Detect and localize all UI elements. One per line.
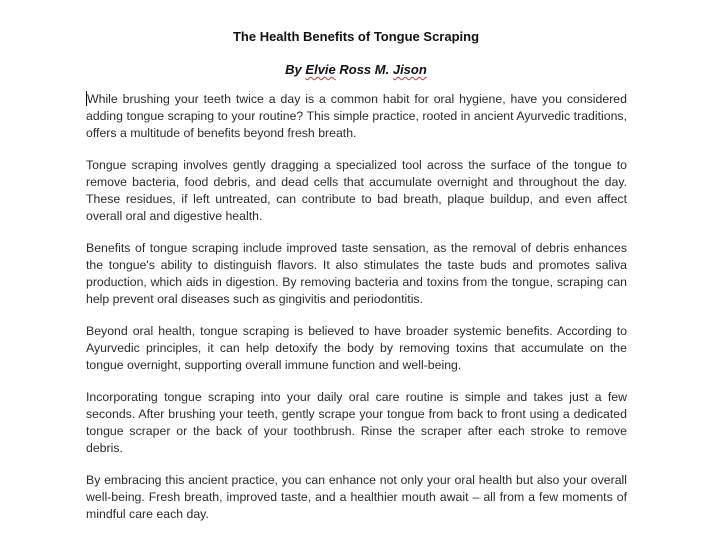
paragraph-text: While brushing your teeth twice a day is a common habit for oral hygiene, have you considered adding tongue scraping to your routine? This simple practice, rooted in ancient Ayurvedic traditions, offers a multitude of benefits beyond fresh breath. (86, 92, 627, 140)
paragraph-systemic-benefits[interactable]: Beyond oral health, tongue scraping is believed to have broader systemic benefits. According to Ayurvedic principles, it can help detoxify the body by removing toxins that accumulate on the tongue overnight, supporting overall immune function and well-being. (86, 324, 627, 372)
paragraph-benefits[interactable]: Benefits of tongue scraping include improved taste sensation, as the removal of debris enhances the tongue's ability to distinguish flavors. It also stimulates the taste buds and promotes saliva production, which aids in digestion. By removing bacteria and toxins from the tongue, scraping can help prevent oral diseases such as gingivitis and periodontitis. (86, 241, 627, 306)
author-middle-name: Ross M. (335, 62, 393, 77)
document-body[interactable] (86, 91, 627, 538)
document-title: The Health Benefits of Tongue Scraping (232, 29, 480, 44)
author-byline (0, 61, 712, 78)
paragraph-intro[interactable] (86, 91, 627, 142)
paragraph-routine[interactable]: Incorporating tongue scraping into your daily oral care routine is simple and takes just a few seconds. After brushing your teeth, gently scrape your tongue from back to front using a dedicated tongue scraper or the back of your toothbrush. Rinse the scraper after each stroke to remove debris. (86, 390, 627, 455)
byline-prefix: By (285, 62, 306, 77)
paragraph-what-is-scraping[interactable]: Tongue scraping involves gently dragging a specialized tool across the surface of the tongue to remove bacteria, food debris, and dead cells that accumulate overnight and throughout the day. These residues, if left untreated, can contribute to bad breath, plaque buildup, and even affect overall oral and digestive health. (86, 158, 627, 223)
author-last-name: Jison (392, 62, 427, 77)
author-first-name: Elvie (305, 62, 336, 77)
paragraph-conclusion[interactable]: By embracing this ancient practice, you can enhance not only your oral health but also your overall well-being. Fresh breath, improved taste, and a healthier mouth await – all from a few moments of mindful care each day. (86, 473, 627, 521)
